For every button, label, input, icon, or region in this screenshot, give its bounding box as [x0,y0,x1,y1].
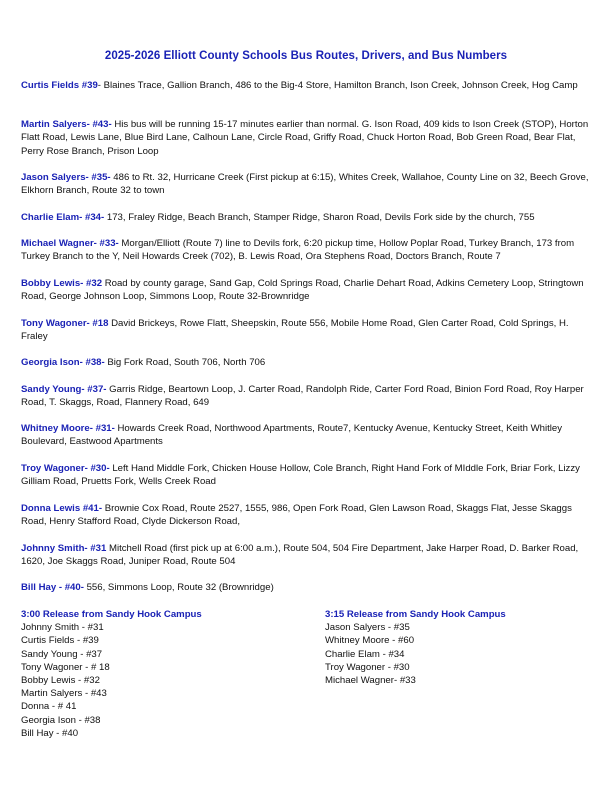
route-entry [21,79,589,92]
release-315-item: Whitney Moore - #60 [325,635,415,647]
release-300-item: Bill Hay - #40 [21,727,79,739]
driver-name: Martin Salyers- #43- [21,119,112,130]
driver-name: Charlie Elam- #34- [21,212,105,223]
route-description: 486 to Rt. 32, Hurricane Creek (First pickup at 6:15), Whites Creek, Wallahoe, County Line on 32, Beech Grove, Elkhorn Branch, Route 32 to town [21,172,589,197]
release-300-item: Curtis Fields - #39 [21,635,99,647]
release-300-item: Sandy Young - #37 [21,648,103,660]
driver-name: Donna Lewis #41- [21,503,103,514]
driver-name: Curtis Fields #39 [21,80,98,91]
release-315-item: Jason Salyers - #35 [325,622,410,634]
route-description: Mitchell Road (first pick up at 6:00 a.m.), Route 504, 504 Fire Department, Jake Harper Road, D. Barker Road, 1620, Joe Skaggs Road, Juniper Road, Route 504 [21,543,579,568]
route-entry [21,542,589,569]
route-entry [21,356,589,369]
release-300-heading: 3:00 Release from Sandy Hook Campus [21,609,202,620]
route-entry [21,277,589,304]
release-315-item: Michael Wagner- #33 [325,675,416,687]
route-description: 556, Simmons Loop, Route 32 (Brownridge) [83,582,274,593]
route-description: David Brickeys, Rowe Flatt, Sheepskin, Route 556, Mobile Home Road, Glen Carter Road, Cold Springs, H. Fraley [21,318,569,343]
route-description: Big Fork Road, South 706, North 706 [104,357,266,368]
driver-name: Johnny Smith- #31 [21,543,107,554]
release-300-list [21,608,301,740]
route-description: 173, Fraley Ridge, Beach Branch, Stamper Ridge, Sharon Road, Devils Fork side by the church, 755 [104,212,535,223]
driver-name: Michael Wagner- #33- [21,238,119,249]
driver-name: Georgia Ison- #38- [21,357,105,368]
route-entry [21,171,589,198]
route-description: His bus will be running 15-17 minutes earlier than normal. G. Ison Road, 409 kids to Ison Creek (STOP), Horton Flatt Road, Lewis Lane, Blue Bird Lane, Calhoun Lane, Circle Road, Griffy Road, Chuck Horton Road, Bob Green Road, Bear Flat, Perry Rose Branch, Prison Loop [21,119,589,157]
release-315-heading: 3:15 Release from Sandy Hook Campus [325,609,506,620]
route-description: Left Hand Middle Fork, Chicken House Hollow, Cole Branch, Right Hand Fork of MIddle Fork, Briar Fork, Lizzy Gilliam Road, Pruetts Fork, Wells Creek Road [21,463,580,488]
driver-name: Troy Wagoner- #30- [21,463,110,474]
release-300-item: Tony Wagoner - # 18 [21,661,110,673]
release-315-list [325,608,595,687]
route-entry [21,383,589,410]
route-description: Morgan/Elliott (Route 7) line to Devils fork, 6:20 pickup time, Hollow Poplar Road, Turkey Branch, 173 from Turkey Branch to the Y, Neil Howards Creek (702), B. Lewis Road, Ora Stephens Road, Doctors Branch, Route 7 [21,238,575,263]
release-315-item: Troy Wagoner - #30 [325,661,410,673]
release-315-item: Charlie Elam - #34 [325,648,405,660]
route-entry [21,502,589,529]
driver-name: Sandy Young- #37- [21,384,107,395]
route-description: - Blaines Trace, Gallion Branch, 486 to the Big-4 Store, Hamilton Branch, Ison Creek, Johnson Creek, Hog Camp [97,80,578,91]
driver-name: Jason Salyers- #35- [21,172,111,183]
route-entry [21,118,589,158]
release-300-item: Johnny Smith - #31 [21,622,104,634]
route-entry [21,462,589,489]
release-300-item: Donna - # 41 [21,701,77,713]
driver-name: Tony Wagoner- #18 [21,318,109,329]
route-description: Road by county garage, Sand Gap, Cold Springs Road, Charlie Dehart Road, Adkins Cemetery Loop, Stringtown Road, George Johnson Loop, Simmons Loop, Route 32-Brownridge [21,278,584,303]
page-title: 2025-2026 Elliott County Schools Bus Routes, Drivers, and Bus Numbers [104,50,508,62]
driver-name: Bill Hay - #40- [21,582,84,593]
route-entry [21,237,589,264]
driver-name: Bobby Lewis- #32 [21,278,103,289]
route-entry [21,317,589,344]
route-entry [21,422,589,449]
route-entry [21,581,589,594]
route-entry [21,211,589,224]
driver-name: Whitney Moore- #31- [21,423,115,434]
route-description: Brownie Cox Road, Route 2527, 1555, 986, Open Fork Road, Glen Lawson Road, Skaggs Flat, Jesse Skaggs Road, Henry Stafford Road, Clyde Dickerson Road, [21,503,572,528]
route-description: Garris Ridge, Beartown Loop, J. Carter Road, Randolph Ride, Carter Ford Road, Binion Ford Road, Roy Harper Road, T. Skaggs, Road, Flannery Road, 649 [21,384,584,409]
route-description: Howards Creek Road, Northwood Apartments, Route7, Kentucky Avenue, Kentucky Street, Keith Whitley Boulevard, Eastwood Apartments [21,423,563,448]
release-300-item: Martin Salyers - #43 [21,688,107,700]
release-300-item: Bobby Lewis - #32 [21,675,100,687]
release-300-item: Georgia Ison - #38 [21,714,101,726]
